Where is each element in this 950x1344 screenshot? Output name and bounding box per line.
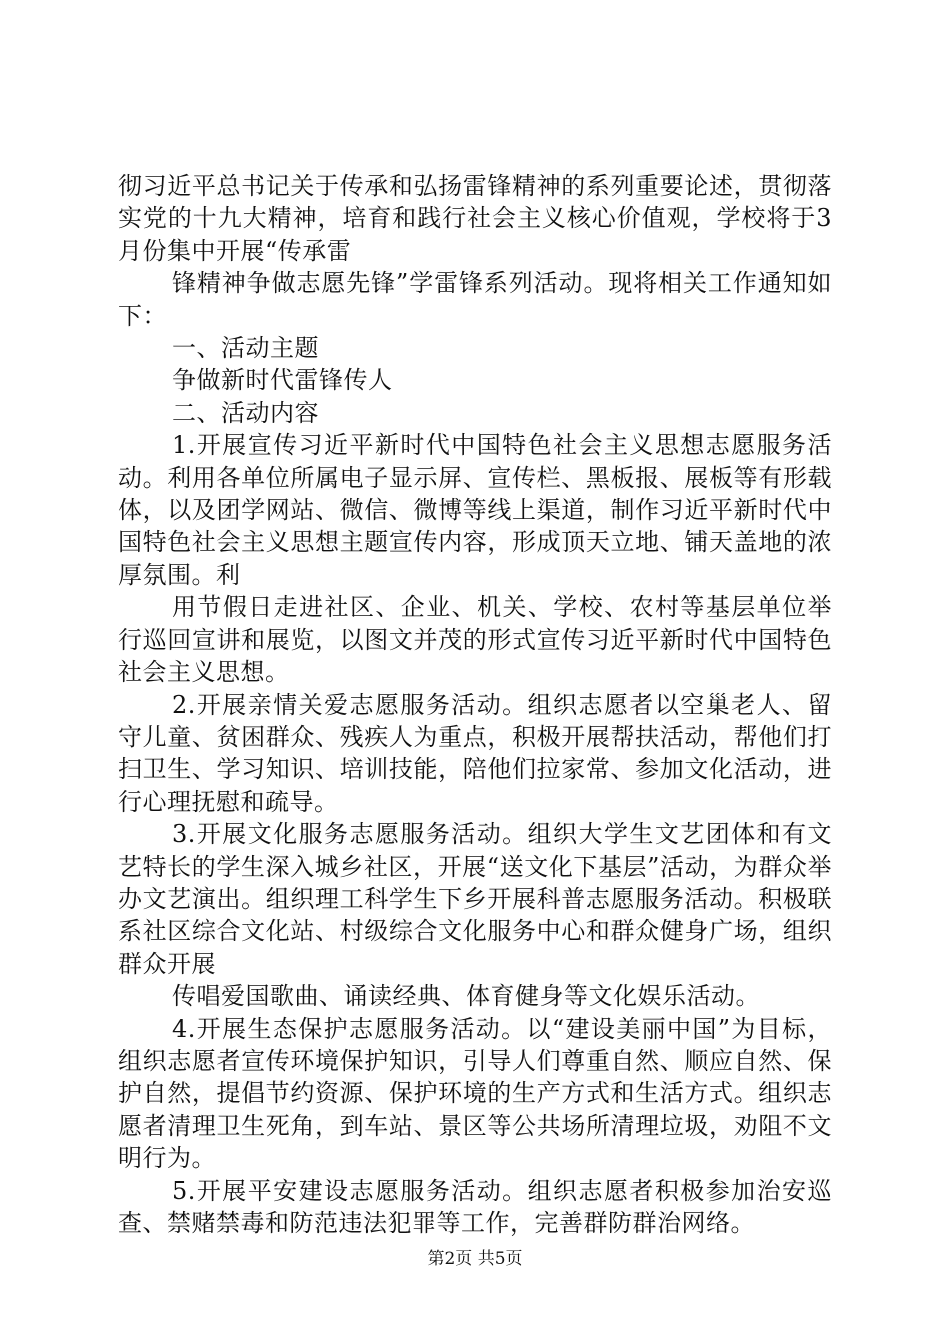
paragraph: 锋精神争做志愿先锋”学雷锋系列活动。现将相关工作通知如下： [118, 269, 832, 330]
paragraph: 彻习近平总书记关于传承和弘扬雷锋精神的系列重要论述，贯彻落实党的十九大精神，培育和践行社会主义核心价值观，学校将于3月份集中开展“传承雷 [118, 172, 832, 265]
paragraph: 3.开展文化服务志愿服务活动。组织大学生文艺团体和有文艺特长的学生深入城乡社区，开展“送文化下基层”活动，为群众举办文艺演出。组织理工科学生下乡开展科普志愿服务活动。积极联系社区综合文化站、村级综合文化服务中心和群众健身广场，组织群众开展 [118, 820, 832, 978]
paragraph: 5.开展平安建设志愿服务活动。组织志愿者积极参加治安巡查、禁赌禁毒和防范违法犯罪等工作，完善群防群治网络。 [118, 1176, 832, 1237]
paragraph: 一、活动主题 [172, 334, 319, 363]
paragraph: 争做新时代雷锋传人 [172, 366, 393, 395]
page-footer: 第2页 共5页 [427, 1249, 523, 1269]
paragraph: 1.开展宣传习近平新时代中国特色社会主义思想志愿服务活动。利用各单位所属电子显示屏、宣传栏、黑板报、展板等有形载体，以及团学网站、微信、微博等线上渠道，制作习近平新时代中国特色社会主义思想主题宣传内容，形成顶天立地、铺天盖地的浓厚氛围。利 [118, 431, 832, 589]
paragraph: 4.开展生态保护志愿服务活动。以“建设美丽中国”为目标，组织志愿者宣传环境保护知识，引导人们尊重自然、顺应自然、保护自然，提倡节约资源、保护环境的生产方式和生活方式。组织志愿者清理卫生死角，到车站、景区等公共场所清理垃圾，劝阻不文明行为。 [118, 1014, 832, 1173]
paragraph: 传唱爱国歌曲、诵读经典、体育健身等文化娱乐活动。 [172, 982, 760, 1011]
paragraph: 2.开展亲情关爱志愿服务活动。组织志愿者以空巢老人、留守儿童、贫困群众、残疾人为重点，积极开展帮扶活动，帮他们打扫卫生、学习知识、培训技能，陪他们拉家常、参加文化活动，进行心理抚慰和疏导。 [118, 690, 832, 816]
paragraph: 二、活动内容 [172, 398, 319, 427]
document-body [118, 170, 832, 1239]
paragraph: 用节假日走进社区、企业、机关、学校、农村等基层单位举行巡回宣讲和展览，以图文并茂的形式宣传习近平新时代中国特色社会主义思想。 [118, 593, 832, 687]
